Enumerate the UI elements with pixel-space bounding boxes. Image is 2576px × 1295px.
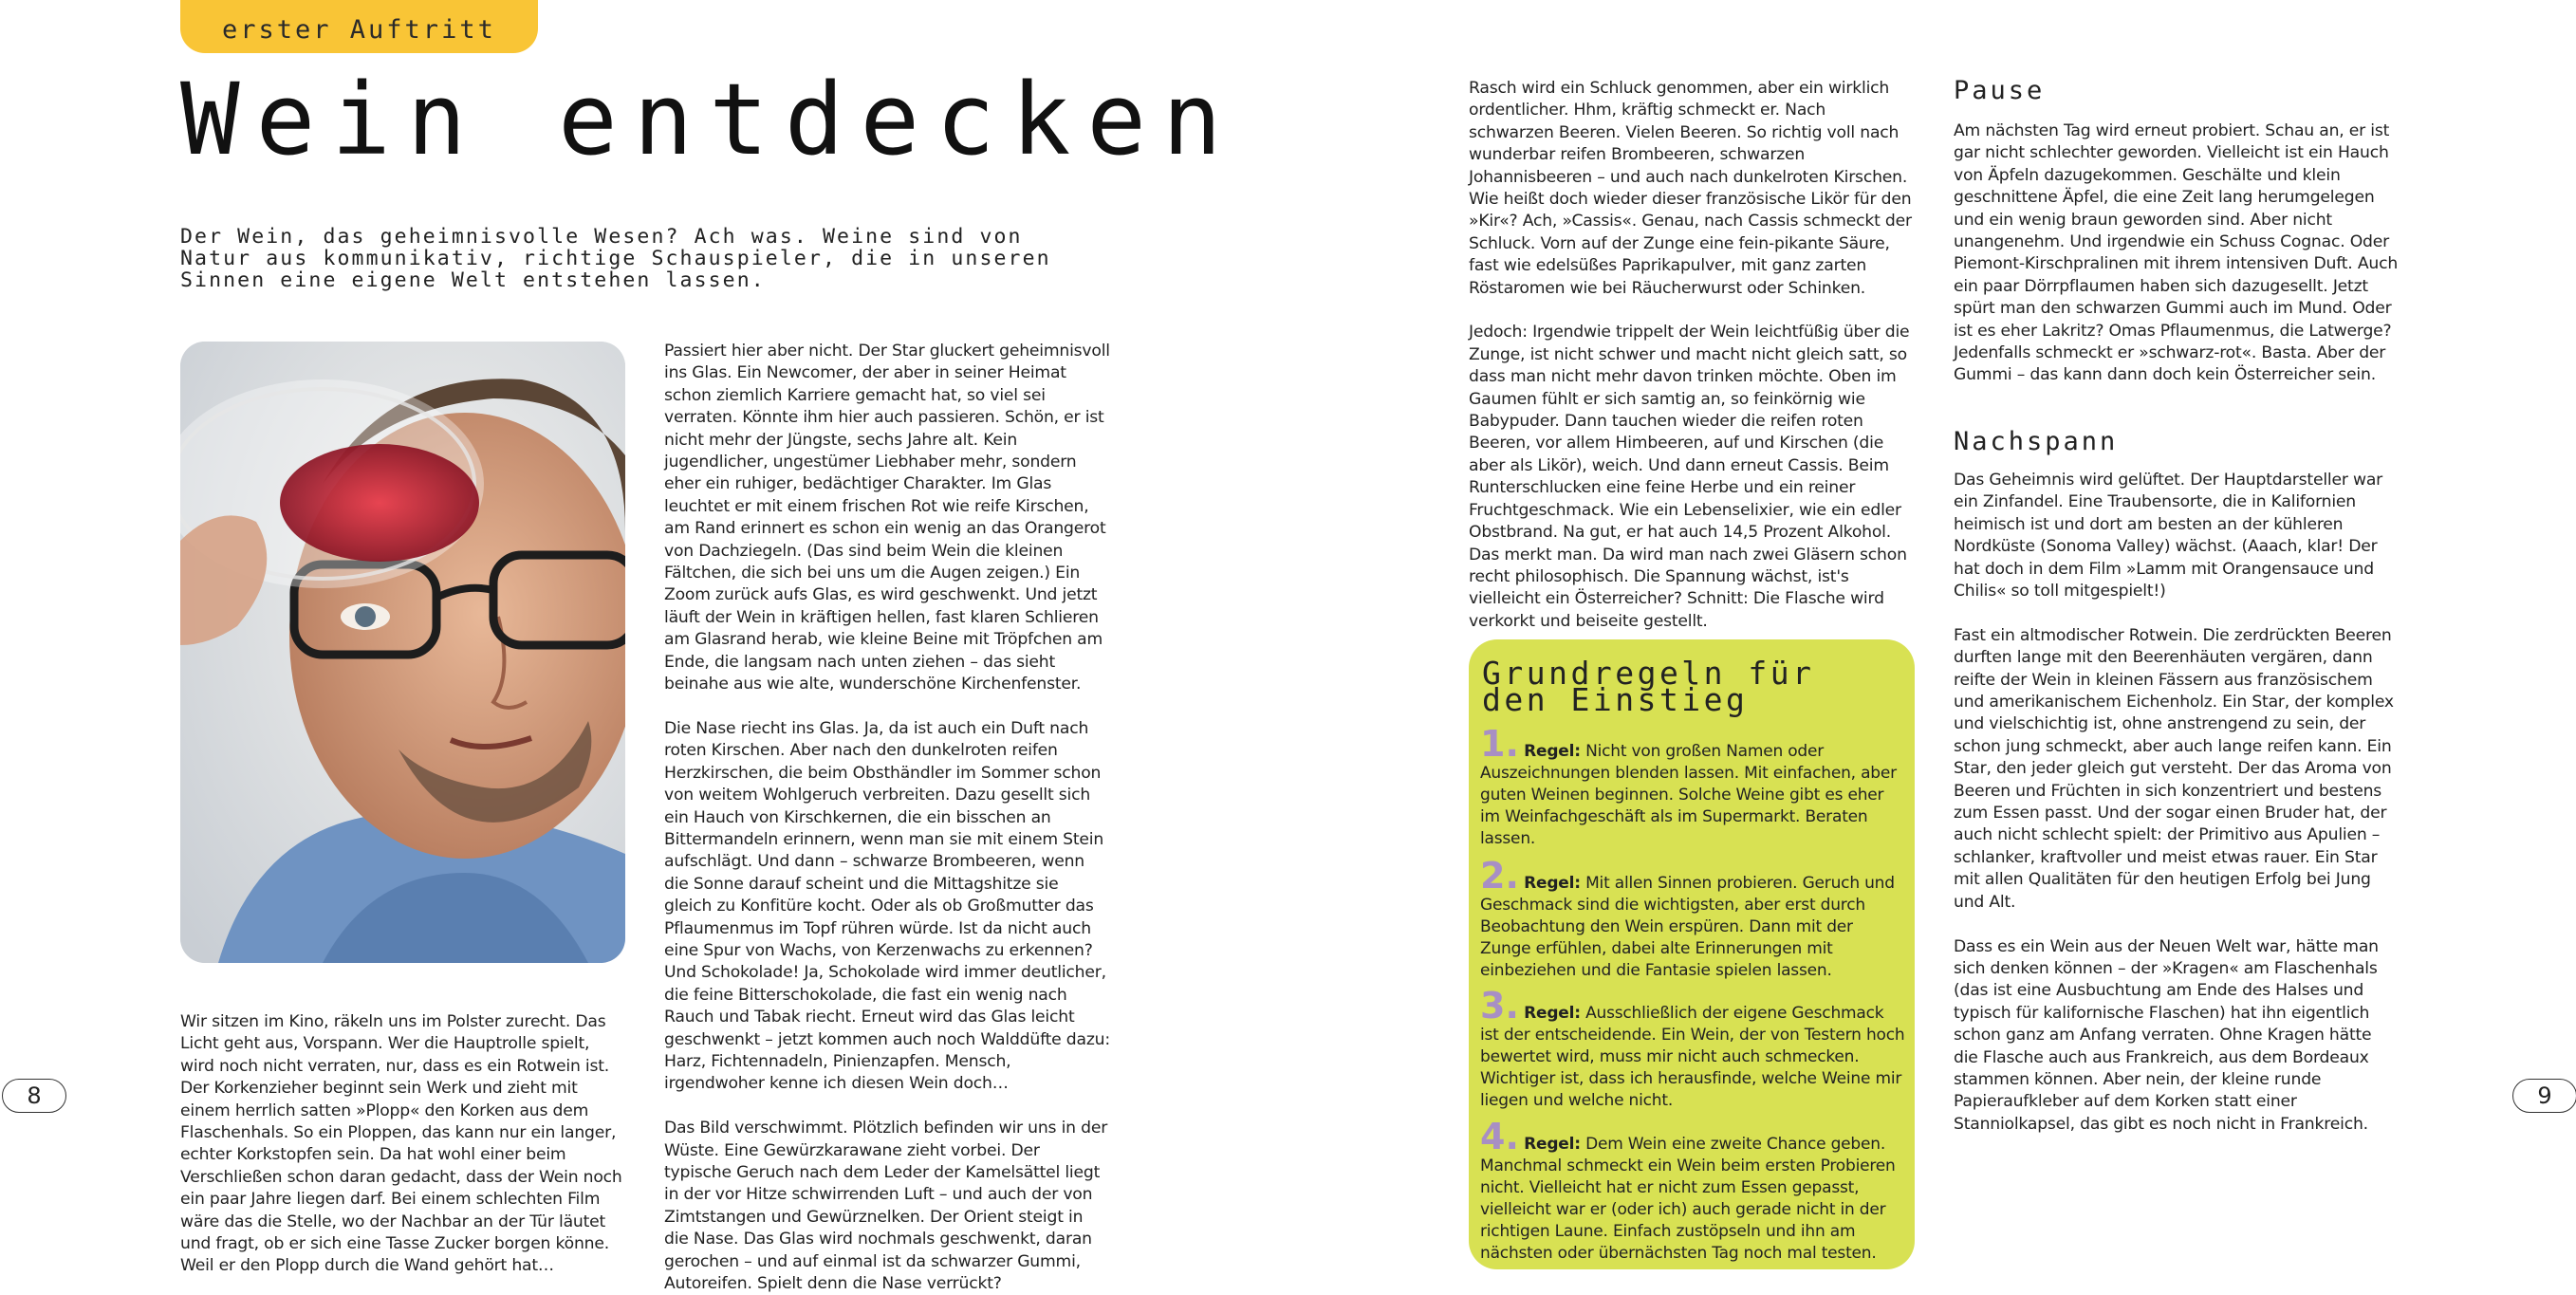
rule-text: Ausschließlich der eigene Geschmack ist der entscheidende. Ein Wein, der von Testern hoch bewertet wird, muss mir nicht auch schmecken. Wichtiger ist, dass ich herausfinde, welche Weine mir liegen und welche nicht. xyxy=(1480,1004,1905,1110)
rule-label: Regel: xyxy=(1524,742,1581,761)
paragraph: Dass es ein Wein aus der Neuen Welt war, hätte man sich denken können – der »Kragen« am Flaschenhals (das ist eine Ausbuchtung am Ende des Halses und typisch für kalifornische Flaschen) hat ihn eigentlich schon ganz am Anfang verraten. Ohne Kragen hätte die Flasche auch aus Frankreich, aus dem Bordeaux stammen können. Aber nein, der kleine runde Papieraufkleber auf dem Korken statt einer Stanniolkapsel, das gibt es noch nicht in Frankreich. xyxy=(1954,936,2379,1134)
column-3 xyxy=(1469,78,1915,633)
rule-number: 2. xyxy=(1480,855,1519,897)
paragraph: Das Bild verschwimmt. Plötzlich befinden wir uns in der Wüste. Eine Gewürzkarawane zieht vorbei. Der typische Geruch nach dem Leder der Kamelsättel liegt in der vor Hitze schwirrenden Luft – und auch der von Zimtstangen und Gewürznelken. Der Orient steigt in die Nase. Das Glas wird nochmals geschwenkt, daran gerochen – und auf einmal ist da schwarzer Gummi, Autoreifen. Spielt denn die Nase verrückt? xyxy=(664,1119,1108,1294)
wine-tasting-photo xyxy=(180,342,625,963)
page-title: Wein entdecken xyxy=(180,62,1238,177)
rule-number: 1. xyxy=(1480,723,1519,765)
column-4-nachspann xyxy=(1954,470,2400,1136)
paragraph: Am nächsten Tag wird erneut probiert. Schau an, er ist gar nicht schlechter geworden. Vielleicht ist ein Hauch von Äpfeln dazugekommen. Geschälte und klein geschnittene Äpfel, die eine Zeit lang herumgelegen und ein wenig braun geworden sind. Aber nicht unangenehm. Und irgendwie ein Schuss Cognac. Oder Piemont-Kirschpralinen mit ihrem intensiven Duft. Auch ein paar Dörrpflaumen haben sich dazugesellt. Jetzt spürt man den schwarzen Gummi auch im Mund. Oder ist es eher Lakritz? Omas Pflaumenmus, die Latwerge? Jedenfalls schmeckt er »schwarz-rot«. Basta. Aber der Gummi – das kann dann doch kein Österreicher sein. xyxy=(1954,121,2399,385)
paragraph: Wir sitzen im Kino, räkeln uns im Polster zurecht. Das Licht geht aus, Vorspann. Wer die Hauptrolle spielt, wird noch nicht verraten, nur, dass es ein Rotwein ist. Der Korkenzieher beginnt sein Werk und zieht mit einem herrlich satten »Plopp« den Korken aus dem Flaschenhals. So ein Ploppen, das kann nur ein langer, echter Korkstopfen sein. Da hat wohl einer beim Verschließen schon daran gedacht, dass der Wein noch ein paar Jahre liegen darf. Bei einem schlechten Film wäre das die Stelle, wo der Nachbar an der Tür läutet und fragt, ob er sich eine Tasse Zucker borgen könne. Weil er den Plopp durch die Wand gehört hat… xyxy=(180,1012,622,1276)
rule-label: Regel: xyxy=(1524,874,1581,893)
column-1 xyxy=(180,1011,626,1278)
paragraph: Passiert hier aber nicht. Der Star gluckert geheimnisvoll ins Glas. Ein Newcomer, der aber in seiner Heimat schon ziemlich Karriere gemacht hat, so viel sei verraten. Könnte ihm hier auch passieren. Schön, er ist nicht mehr der Jüngste, sechs Jahre alt. Kein jugendlicher, ungestümer Liebhaber mehr, sondern eher ein ruhiger, bedächtiger Charakter. Im Glas leuchtet er mit einem frischen Rot wie reife Kirschen, am Rand erinnert es schon ein wenig an das Orangerot von Dachziegeln. (Das sind beim Wein die kleinen Fältchen, die sich bei uns um die Augen zeigen.) Ein Zoom zurück aufs Glas, es wird geschwenkt. Und jetzt läuft der Wein in kräftigen hellen, fast klaren Schlieren am Glasrand herab, wie kleine Beine mit Tröpfchen am Ende, die langsam nach unten ziehen – das sieht beinahe aus wie alte, wunderschöne Kirchenfenster. xyxy=(664,342,1110,694)
page-number-right: 9 xyxy=(2512,1079,2576,1113)
rule-item xyxy=(1480,723,1905,850)
rule-item xyxy=(1480,985,1905,1112)
paragraph: Das Geheimnis wird gelüftet. Der Hauptdarsteller war ein Zinfandel. Eine Traubensorte, die in Kalifornien heimisch ist und dort am besten an der kühleren Nordküste (Sonoma Valley) wächst. (Aaach, klar! Der hat doch in dem Film »Lamm mit Orangensauce und Chilis« so toll mitgespielt!) xyxy=(1954,471,2383,601)
rule-item xyxy=(1480,855,1905,982)
section-tab-label: erster Auftritt xyxy=(222,15,496,45)
rule-label: Regel: xyxy=(1524,1004,1581,1023)
nachspann-heading: Nachspann xyxy=(1954,427,2119,456)
column-2 xyxy=(664,341,1110,1295)
rule-text: Nicht von großen Namen oder Auszeichnungen blenden lassen. Mit einfachen, aber guten Weinen beginnen. Solche Weine gibt es eher im Weinfachgeschäft als im Supermarkt. Beraten lassen. xyxy=(1480,742,1897,848)
rules-box xyxy=(1469,639,1915,1269)
paragraph: Fast ein altmodischer Rotwein. Die zerdrückten Beeren durften lange mit den Beerenhäuten vergären, dann reifte der Wein in kleinen Fässern aus französischem und amerikanischem Eichenholz. Ein Star, der komplex und vielschichtig ist, ohne anstrengend zu sein, der schon jung schmeckt, aber auch lange reifen kann. Ein Star, den jeder gleich gut versteht. Der das Aroma von Beeren und Früchten in sich konzentriert und bestens zum Essen passt. Und der sogar einen Bruder hat, der auch nicht schlecht spielt: der Primitivo aus Apulien – schlanker, kraftvoller und meist etwas rauer. Ein Star mit allen Qualitäten für den heutigen Erfolg bei Jung und Alt. xyxy=(1954,625,2394,912)
rule-number: 3. xyxy=(1480,985,1519,1027)
paragraph: Die Nase riecht ins Glas. Ja, da ist auch ein Duft nach roten Kirschen. Aber nach den dunkelroten reifen Herzkirschen, die beim Obsthändler im Sommer schon von weitem Wohlgeruch verbreiten. Dazu gesellt sich ein Hauch von Kirschkernen, die ein bisschen an Bittermandeln erinnern, wenn man sie mit einem Stein aufschlägt. Und dann – schwarze Brombeeren, wenn die Sonne darauf scheint und die Mittagshitze sie gleich zu Konfitüre kocht. Oder als ob Großmutter das Pflaumenmus im Topf rühren würde. Ist da nicht auch eine Spur von Wachs, von Kerzenwachs zu erkennen? Und Schokolade! Ja, Schokolade wird immer deutlicher, die feine Bitterschokolade, die fast ein wenig nach Rauch und Tabak riecht. Erneut wird das Glas leicht geschwenkt – jetzt kommen auch noch Walddüfte dazu: Harz, Fichtennadeln, Pinienzapfen. Mensch, irgendwoher kenne ich diesen Wein doch… xyxy=(664,718,1110,1094)
pause-heading: Pause xyxy=(1954,76,2046,105)
rule-text: Mit allen Sinnen probieren. Geruch und Geschmack sind die wichtigsten, aber erst durch Beobachtung den Wein erspüren. Dann mit der Zunge erfühlen, dabei alte Erinnerungen mit einbeziehen und die Fantasie spielen lassen. xyxy=(1480,874,1895,980)
column-4-pause xyxy=(1954,120,2400,387)
lead-paragraph: Der Wein, das geheimnisvolle Wesen? Ach was. Weine sind von Natur aus kommunikativ, richtige Schauspieler, die in unseren Sinnen eine eigene Welt entstehen lassen. xyxy=(180,225,1051,292)
rule-number: 4. xyxy=(1480,1116,1519,1157)
page-number-left: 8 xyxy=(2,1079,66,1113)
rules-box-title: Grundregeln für den Einstieg xyxy=(1482,655,1815,718)
rule-item xyxy=(1480,1116,1905,1265)
wine-tasting-illustration xyxy=(180,342,625,963)
rule-label: Regel: xyxy=(1524,1135,1581,1154)
paragraph: Rasch wird ein Schluck genommen, aber ein wirklich ordentlicher. Hhm, kräftig schmeckt er. Nach schwarzen Beeren. Vielen Beeren. So richtig voll nach wunderbar reifen Brombeeren, schwarzen Johannisbeeren – und auch nach dunkelroten Kirschen. Wie heißt doch wieder dieser französische Likör für den »Kir«? Ach, »Cassis«. Genau, nach Cassis schmeckt der Schluck. Vorn auf der Zunge eine fein-pikante Säure, fast wie edelsüßes Paprikapulver, mit ganz zarten Röstaromen wie bei Räucherwurst oder Schinken. xyxy=(1469,79,1912,298)
paragraph: Jedoch: Irgendwie trippelt der Wein leichtfüßig über die Zunge, ist nicht schwer und macht nicht gleich satt, so dass man nicht mehr davon trinken möchte. Oben im Gaumen fühlt er sich samtig an, so feinkörnig wie Babypuder. Dann tauchen wieder die reifen roten Beeren, vor allem Himbeeren, auf und Kirschen (die aber als Likör), weich. Und dann erneut Cassis. Beim Runterschlucken eine feine Herbe und ein reiner Fruchtgeschmack. Wie ein Lebenselixier, wie ein edler Obstbrand. Na gut, er hat auch 14,5 Prozent Alkohol. Das merkt man. Da wird man nach zwei Gläsern schon recht philosophisch. Die Spannung wächst, ist's vielleicht ein Österreicher? Schnitt: Die Flasche wird verkorkt und beiseite gestellt. xyxy=(1469,323,1910,631)
section-tab xyxy=(180,0,538,53)
rule-text: Dem Wein eine zweite Chance geben. Manchmal schmeckt ein Wein beim ersten Probieren nicht. Vielleicht hat er nicht zum Essen gepasst, vielleicht war er (oder ich) auch gerade nicht in der richtigen Laune. Einfach zustöpseln und ihn am nächsten oder übernächsten Tag noch mal testen. xyxy=(1480,1135,1896,1263)
